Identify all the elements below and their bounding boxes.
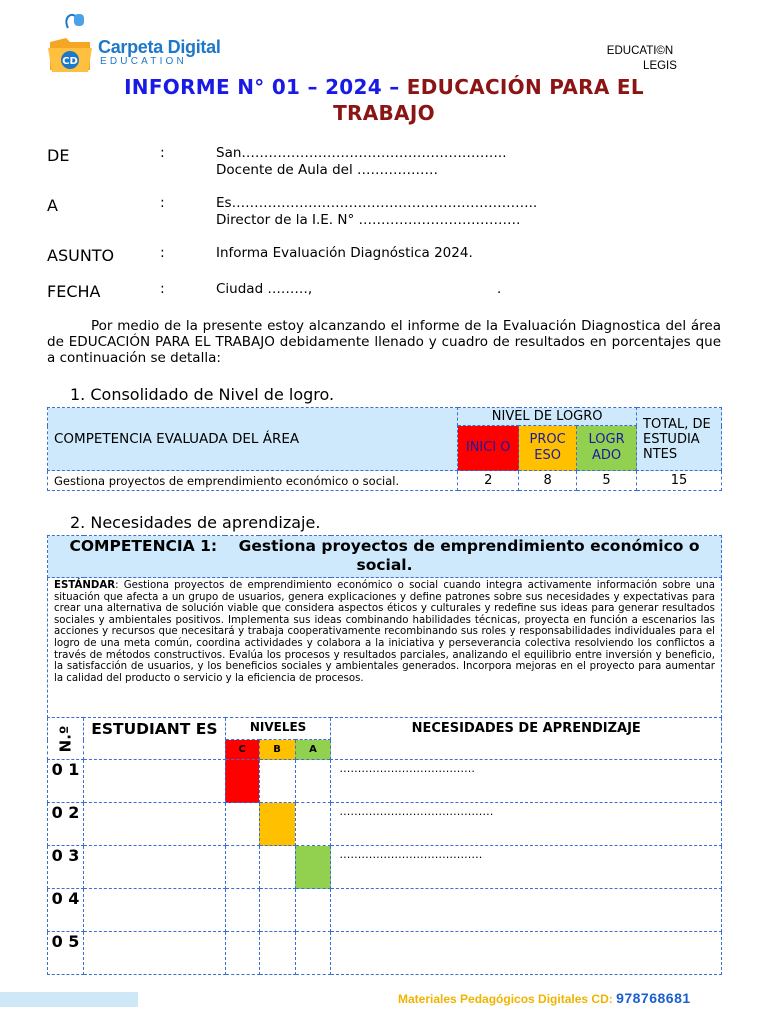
intro-paragraph — [47, 318, 721, 366]
title-part-dark-2: TRABAJO — [333, 101, 435, 125]
level-a-cell — [295, 803, 331, 846]
page-title — [0, 74, 768, 126]
level-b-cell — [259, 889, 295, 932]
table-row — [48, 889, 722, 932]
needs-cell[interactable]: ………………………………. — [331, 760, 722, 803]
competency-title-text: Gestiona proyectos de emprendimiento económico o social. — [238, 537, 700, 574]
logo-tagline: EDUCATION — [100, 56, 187, 67]
logrado-value: 5 — [577, 471, 637, 491]
row-number: 0 5 — [48, 932, 84, 975]
student-cell[interactable] — [84, 846, 226, 889]
level-c-cell — [225, 803, 259, 846]
table-row — [48, 803, 722, 846]
row-number: 0 1 — [48, 760, 84, 803]
needs-cell[interactable] — [331, 889, 722, 932]
competency-cell: Gestiona proyectos de emprendimiento económico o social. — [48, 471, 458, 491]
col-c-header: C — [225, 740, 259, 760]
needs-cell[interactable] — [331, 932, 722, 975]
table-row — [48, 846, 722, 889]
total-header: TOTAL, DE ESTUDIA NTES — [637, 408, 722, 471]
level-a-cell — [295, 932, 331, 975]
level-a-cell — [295, 846, 331, 889]
field-asunto-value: Informa Evaluación Diagnóstica 2024. — [216, 245, 473, 261]
needs-cell[interactable]: ………………………………… — [331, 846, 722, 889]
inicio-value: 2 — [458, 471, 519, 491]
field-de-line1: San………………………………………………….. — [216, 145, 507, 161]
section-1-heading: 1. Consolidado de Nivel de logro. — [70, 385, 335, 404]
footer-text: Materiales Pedagógicos Digitales CD: — [398, 992, 617, 1006]
field-de-colon: : — [160, 145, 165, 161]
row-number: 0 4 — [48, 889, 84, 932]
logrado-header: LOGR ADO — [577, 426, 637, 471]
corner-line1: EDUCATI©N — [606, 45, 674, 57]
inicio-header: INICI O — [458, 426, 519, 471]
field-a-line1: Es………………………………………………………….. — [216, 195, 538, 211]
field-fecha-colon: : — [160, 281, 165, 297]
corner-label — [580, 44, 700, 74]
footer-phone: 978768681 — [616, 990, 691, 1006]
level-b-cell — [259, 846, 295, 889]
competency-title — [48, 536, 722, 578]
row-number: 0 3 — [48, 846, 84, 889]
proceso-value: 8 — [519, 471, 577, 491]
field-de-value — [216, 145, 506, 179]
field-fecha-value: Ciudad ………, — [216, 281, 313, 297]
level-a-cell — [295, 760, 331, 803]
field-a-value — [216, 195, 537, 229]
field-fecha-label: FECHA — [47, 282, 101, 301]
consolidado-table — [47, 407, 722, 491]
standard-label: ESTÁNDAR — [54, 580, 116, 591]
student-cell[interactable] — [84, 889, 226, 932]
table-row — [48, 932, 722, 975]
level-c-cell — [225, 760, 259, 803]
col-niveles-header: NIVELES — [225, 718, 331, 740]
field-asunto-colon: : — [160, 245, 165, 261]
col-num-label: N.º — [56, 725, 75, 752]
field-fecha-dot: . — [497, 281, 502, 297]
section-2-heading: 2. Necesidades de aprendizaje. — [70, 513, 321, 532]
col-student-header: ESTUDIANT ES — [84, 718, 226, 760]
title-part-blue: INFORME N° 01 – 2024 – — [124, 75, 407, 99]
footer-bar — [0, 992, 138, 1007]
field-de-label: DE — [47, 146, 70, 165]
student-cell[interactable] — [84, 932, 226, 975]
total-value: 15 — [637, 471, 722, 491]
field-a-label: A — [47, 196, 58, 215]
logo-icon — [44, 12, 96, 76]
intro-paragraph-text: Por medio de la presente estoy alcanzando el informe de la Evaluación Diagnostica del área de EDUCACIÓN PARA EL TRABAJO debidamente llenado y cuadro de resultados en porcentajes que a continuación se detalla: — [47, 318, 721, 366]
level-c-cell — [225, 932, 259, 975]
level-b-cell — [259, 760, 295, 803]
level-c-cell — [225, 889, 259, 932]
student-cell[interactable] — [84, 760, 226, 803]
level-c-cell — [225, 846, 259, 889]
field-a-colon: : — [160, 195, 165, 211]
table-row — [48, 760, 722, 803]
student-cell[interactable] — [84, 803, 226, 846]
col-needs-header: NECESIDADES DE APRENDIZAJE — [331, 718, 722, 760]
field-a-line2: Director de la I.E. N° ……………………………… — [216, 212, 521, 228]
nivel-header: NIVEL DE LOGRO — [458, 408, 637, 426]
title-part-dark-1: EDUCACIÓN PARA EL — [406, 75, 644, 99]
necesidades-table — [47, 535, 722, 975]
level-b-cell — [259, 932, 295, 975]
competency-title-number: COMPETENCIA 1: — [69, 537, 218, 555]
competency-header: COMPETENCIA EVALUADA DEL ÁREA — [48, 408, 458, 471]
field-asunto-label: ASUNTO — [47, 246, 115, 265]
col-num-header — [48, 718, 84, 760]
field-de-line2: Docente de Aula del ……………… — [216, 162, 439, 178]
corner-line2: LEGIS — [643, 60, 677, 72]
level-b-cell — [259, 803, 295, 846]
col-a-header: A — [295, 740, 331, 760]
svg-text:CD: CD — [62, 56, 78, 67]
standard-text: : Gestiona proyectos de emprendimiento económico o social cuando integra activamente información sobre una situación que afecta a un grupo de usuarios, genera explicaciones y define patrones sobre sus necesidades y expectativas para crear una alternativa de solución viable que considera aspectos éticos y culturales y redefine sus ideas para generar resultados sociales y ambientales positivos. Implementa sus ideas combinando habilidades técnicas, proyecta en función a escenarios las acciones y recursos que necesitará y trabaja cooperativamente recombinando sus roles y responsabilidades individuales para el logro de una meta común, coordina actividades y colabora a la iniciativa y perseverancia colectiva resolviendo los conflictos a través de métodos constructivos. Evalúa los procesos y resultados parciales, analizando el equilibrio entre inversión y beneficio, la satisfacción de usuarios, y los beneficios sociales y ambientales generados. Incorpora mejoras en el proyecto para aumentar la calidad del producto o servicio y la eficiencia de procesos. — [54, 580, 715, 684]
proceso-header: PROC ESO — [519, 426, 577, 471]
col-b-header: B — [259, 740, 295, 760]
needs-cell[interactable]: …………………………………… — [331, 803, 722, 846]
standard-block — [48, 578, 722, 718]
level-a-cell — [295, 889, 331, 932]
logo-name: Carpeta Digital — [98, 37, 221, 57]
footer — [398, 990, 691, 1006]
row-number: 0 2 — [48, 803, 84, 846]
